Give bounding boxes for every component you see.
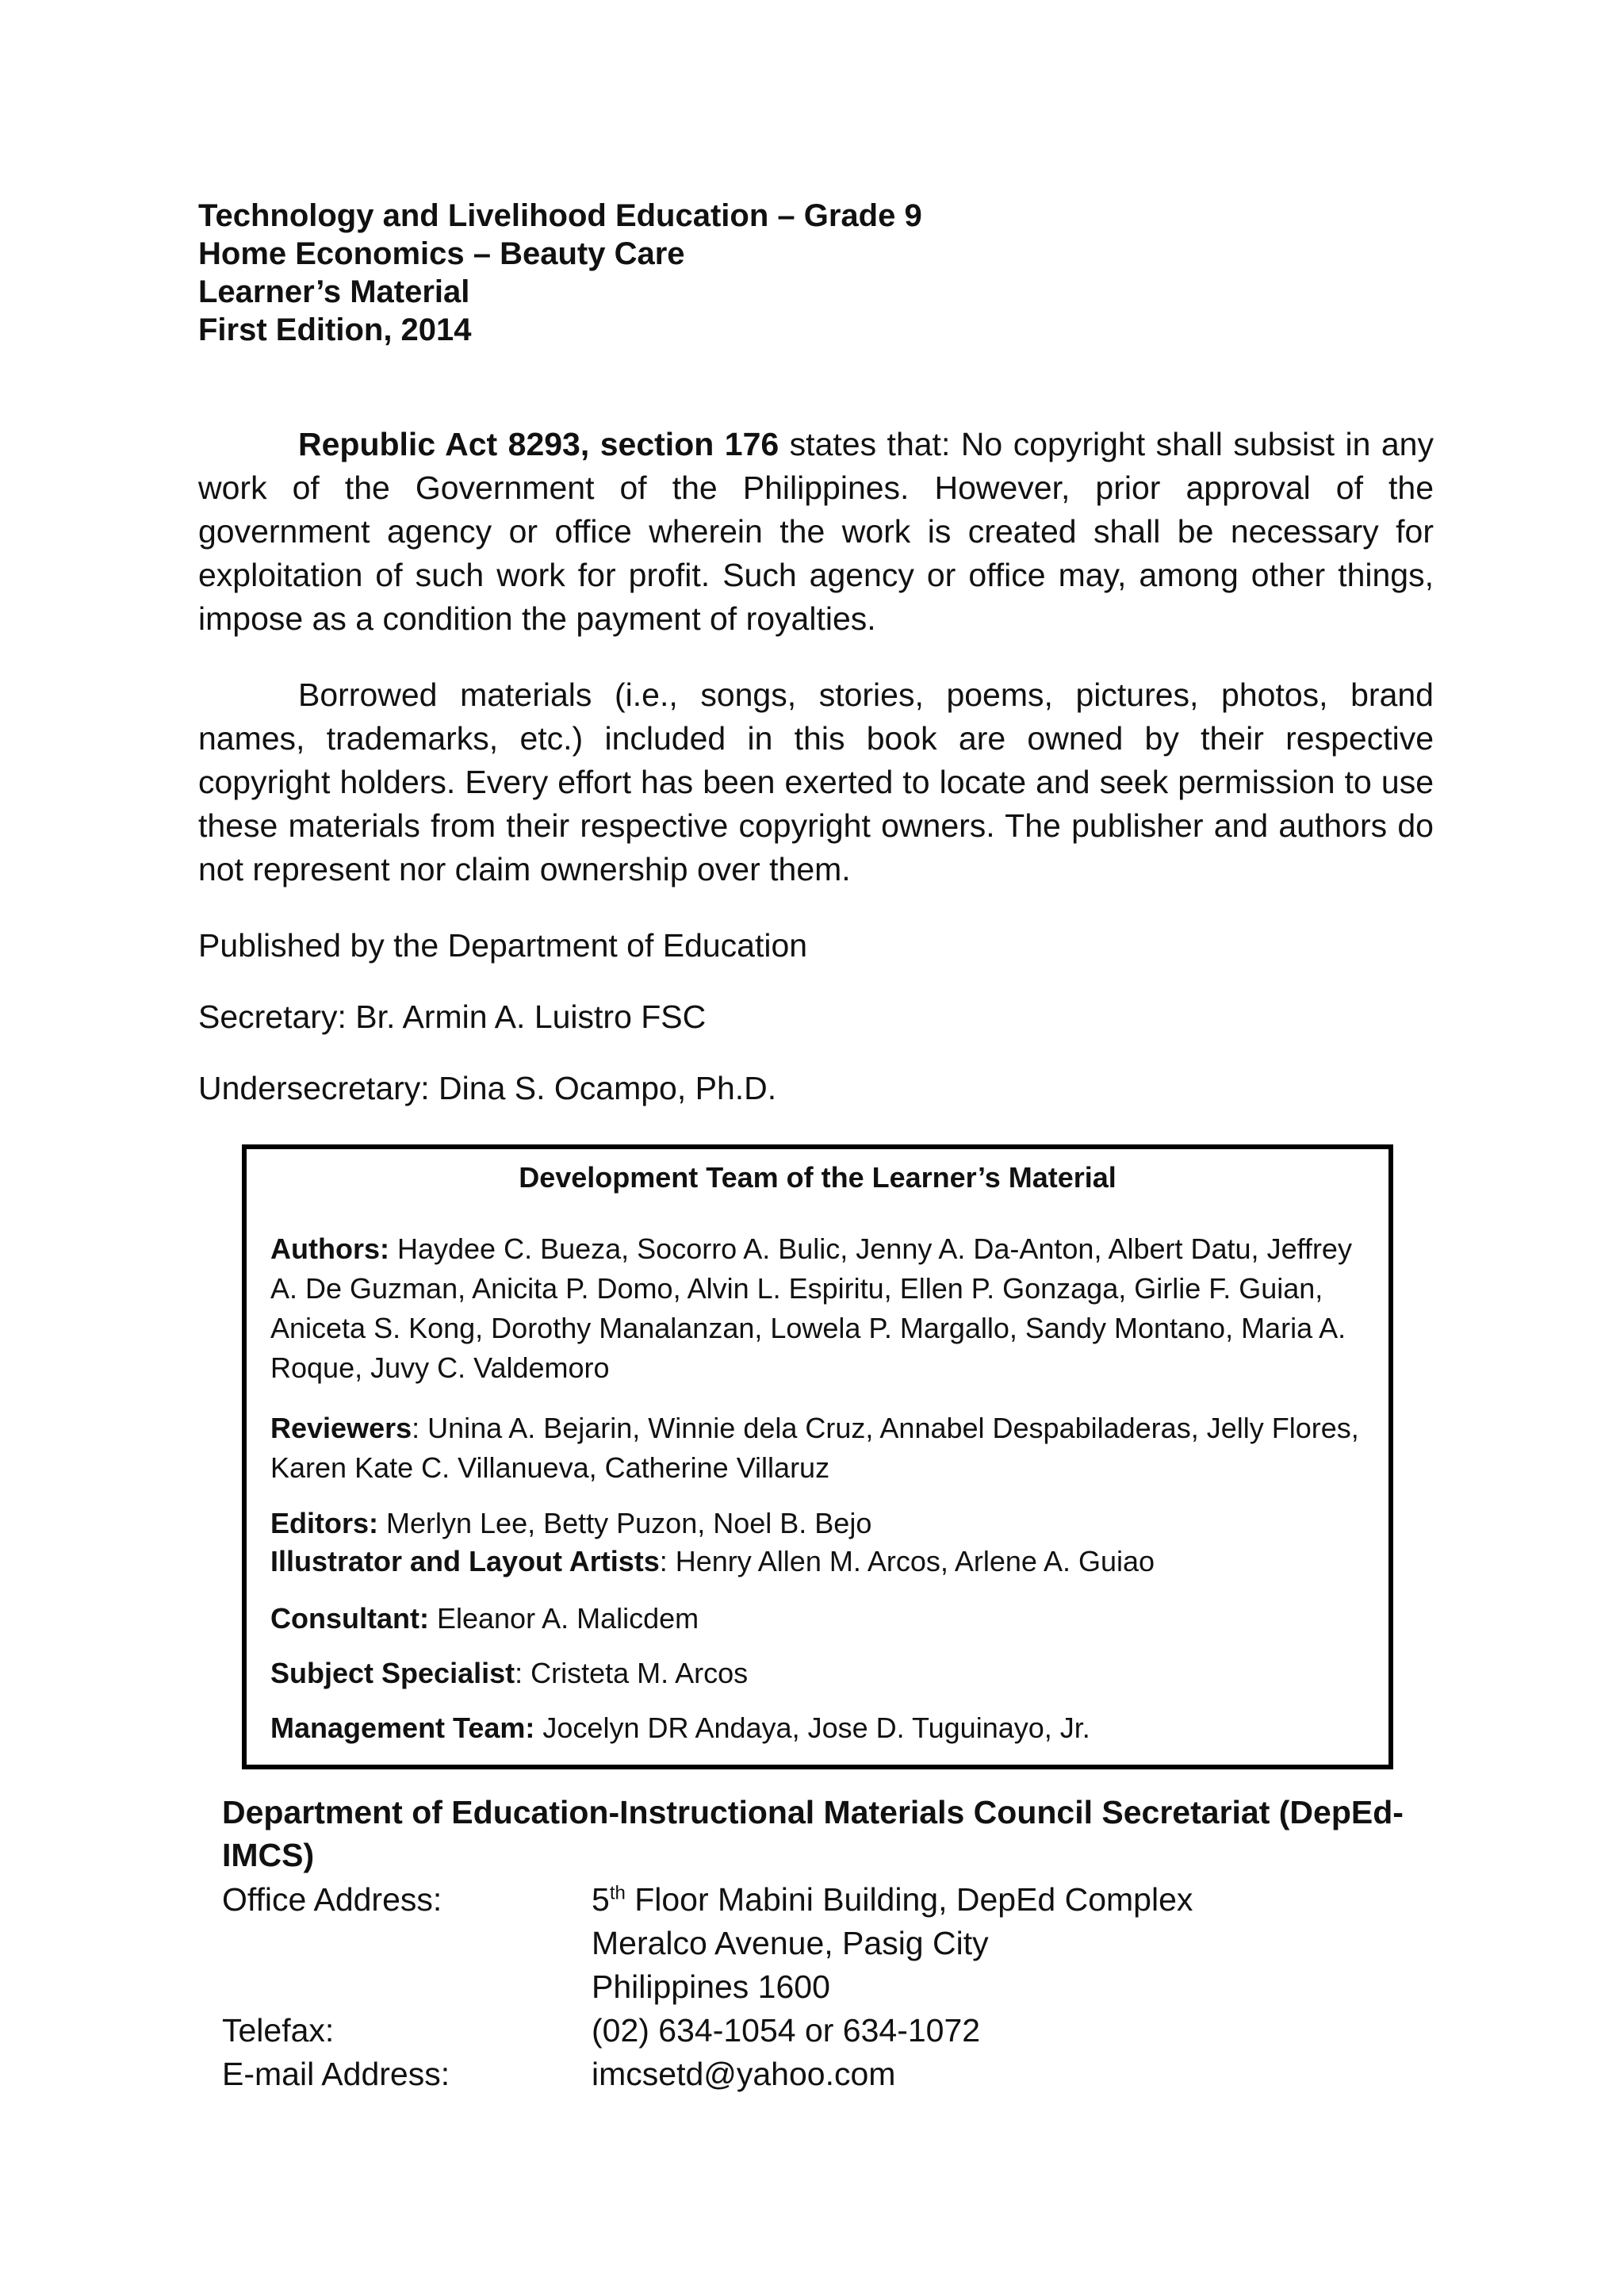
undersecretary-line: Undersecretary: Dina S. Ocampo, Ph.D. bbox=[198, 1070, 777, 1106]
office-address-line-1-rest: Floor Mabini Building, DepEd Complex bbox=[625, 1881, 1193, 1918]
office-address-line-1 bbox=[592, 1878, 1193, 1922]
consultant-label: Consultant: bbox=[270, 1602, 429, 1635]
illustrators-entry bbox=[270, 1542, 1377, 1581]
management-team-value: Jocelyn DR Andaya, Jose D. Tuguinayo, Jr. bbox=[534, 1711, 1090, 1744]
office-address-label: Office Address: bbox=[222, 1881, 442, 1918]
republic-act-reference: Republic Act 8293, section 176 bbox=[298, 426, 779, 462]
authors-label: Authors: bbox=[270, 1232, 389, 1265]
imcs-heading: Department of Education-Instructional Materials Council Secretariat (DepEd-IMCS) bbox=[222, 1794, 1404, 1873]
email-label: E-mail Address: bbox=[222, 2056, 450, 2092]
telefax-value: (02) 634-1054 or 634-1072 bbox=[592, 2012, 981, 2049]
subject-title: Technology and Livelihood Education – Grade 9 bbox=[198, 198, 922, 233]
development-team-box bbox=[242, 1144, 1393, 1769]
office-floor-number: 5 bbox=[592, 1881, 610, 1918]
development-team-title: Development Team of the Learner’s Material bbox=[519, 1161, 1116, 1194]
subject-specialist-label: Subject Specialist bbox=[270, 1657, 515, 1689]
subject-specialist-value: : Cristeta M. Arcos bbox=[515, 1657, 749, 1689]
management-team-label: Management Team: bbox=[270, 1711, 535, 1744]
copyright-notice bbox=[198, 423, 1434, 641]
secretary-line: Secretary: Br. Armin A. Luistro FSC bbox=[198, 999, 707, 1035]
editors-value: Merlyn Lee, Betty Puzon, Noel B. Bejo bbox=[378, 1507, 872, 1539]
edition: First Edition, 2014 bbox=[198, 312, 472, 347]
consultant-value: Eleanor A. Malicdem bbox=[428, 1602, 699, 1635]
reviewers-label: Reviewers bbox=[270, 1412, 412, 1444]
material-type: Learner’s Material bbox=[198, 274, 470, 309]
subject-specialist-entry bbox=[270, 1654, 1377, 1693]
course-title: Home Economics – Beauty Care bbox=[198, 236, 685, 271]
management-team-entry bbox=[270, 1708, 1377, 1748]
office-address-line-3: Philippines 1600 bbox=[592, 1968, 830, 2005]
reviewers-value: : Unina A. Bejarin, Winnie dela Cruz, Annabel Despabiladeras, Jelly Flores, Karen Kate C. Villanueva, Catherine Villaruz bbox=[270, 1412, 1359, 1484]
copyright-notice-text: states that: No copyright shall subsist in any work of the Government of the Philippines. However, prior approval of the government agency or office wherein the work is created shall be necessary for exploitation of such work for profit. Such agency or office may, among other things, impose as a condition the payment of royalties. bbox=[198, 426, 1434, 637]
reviewers-entry bbox=[270, 1409, 1377, 1488]
editors-label: Editors: bbox=[270, 1507, 379, 1539]
borrowed-materials-notice: Borrowed materials (i.e., songs, stories, poems, pictures, photos, brand names, trademarks, etc.) included in this book are owned by their respective copyright holders. Every effort has been exerted to locate and seek permission to use these materials from their respective copyright owners. The publisher and authors do not represent nor claim ownership over them. bbox=[198, 677, 1434, 887]
editors-entry bbox=[270, 1504, 1377, 1543]
office-address-line-2: Meralco Avenue, Pasig City bbox=[592, 1925, 989, 1961]
email-value: imcsetd@yahoo.com bbox=[592, 2056, 896, 2092]
publisher-line: Published by the Department of Education bbox=[198, 927, 808, 964]
authors-entry bbox=[270, 1229, 1377, 1388]
office-floor-suffix: th bbox=[609, 1882, 626, 1904]
title-block bbox=[198, 197, 922, 349]
illustrators-label: Illustrator and Layout Artists bbox=[270, 1545, 660, 1577]
consultant-entry bbox=[270, 1599, 1377, 1639]
authors-value: Haydee C. Bueza, Socorro A. Bulic, Jenny A. Da-Anton, Albert Datu, Jeffrey A. De Guzman, Anicita P. Domo, Alvin L. Espiritu, Ellen P. Gonzaga, Girlie F. Guian, Aniceta S. Kong, Dorothy Manalanzan, Lowela P. Margallo, Sandy Montano, Maria A. Roque, Juvy C. Valdemoro bbox=[270, 1232, 1352, 1384]
telefax-label: Telefax: bbox=[222, 2012, 335, 2049]
illustrators-value: : Henry Allen M. Arcos, Arlene A. Guiao bbox=[659, 1545, 1155, 1577]
